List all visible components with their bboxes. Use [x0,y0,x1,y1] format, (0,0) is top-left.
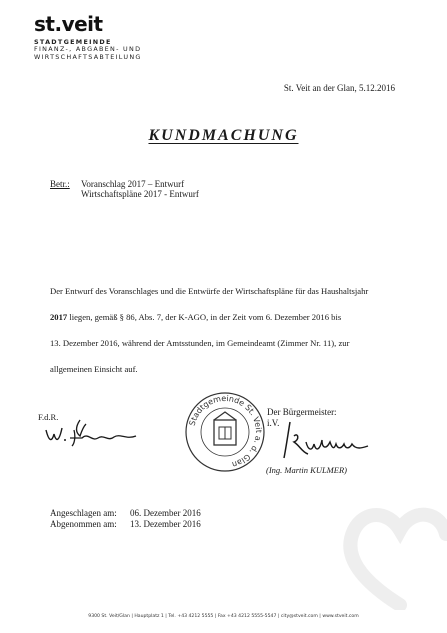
posting-dates [50,508,201,530]
body-line-1: Der Entwurf des Voranschlages und die Entwürfe der Wirtschaftspläne für das Haushaltsjahr [50,286,369,296]
posted-date: 06. Dezember 2016 [130,508,201,518]
heart-watermark-icon [340,500,447,610]
subject-line-1: Voranschlag 2017 – Entwurf [81,179,185,189]
subject-line-2: Wirtschaftspläne 2017 - Entwurf [81,189,199,199]
body-line-2-text: liegen, gemäß § 86, Abs. 7, der K-AGO, in der Zeit vom 6. Dezember 2016 bis [67,312,342,322]
place-date: St. Veit an der Glan, 5.12.2016 [283,83,395,93]
body-line-2 [50,304,395,330]
department-block [34,39,142,61]
removed-date: 13. Dezember 2016 [130,519,201,529]
document-title: KUNDMACHUNG [148,127,299,144]
city-logo: st.veit [34,12,103,36]
body-line-4: allgemeinen Einsicht auf. [50,364,138,374]
removed-label: Abgenommen am: [50,519,117,529]
body-year: 2017 [50,312,68,322]
mayor-deputy-note: i.V. [267,418,280,428]
mayor-title: Der Bürgermeister: [267,407,337,417]
clerk-signature [44,418,144,448]
mayor-signature [280,418,370,462]
department-line-2: FINANZ-, ABGABEN- UND [34,45,142,54]
subject-block [50,179,199,199]
footer-contact: 9300 St. Veit/Glan | Hauptplatz 1 | Tel. +43 4212 5555 | Fax +43 4212 5555-5547 | city@stveit.com | www.stveit.com [88,614,359,619]
seal-text: Stadtgemeinde St. Veit a. d. Glan [187,393,264,470]
department-line-3: WIRTSCHAFTSABTEILUNG [34,52,142,61]
mayor-name: (Ing. Martin KULMER) [266,465,347,475]
body-line-3: 13. Dezember 2016, während der Amtsstunden, im Gemeindeamt (Zimmer Nr. 11), zur [50,338,350,348]
announcement-body [50,278,395,382]
subject-label: Betr.: [50,179,70,189]
fdr-label: F.d.R. [38,412,59,422]
department-line-1: STADTGEMEINDE [34,38,112,46]
municipal-seal-icon [183,390,267,474]
posted-label: Angeschlagen am: [50,508,117,518]
